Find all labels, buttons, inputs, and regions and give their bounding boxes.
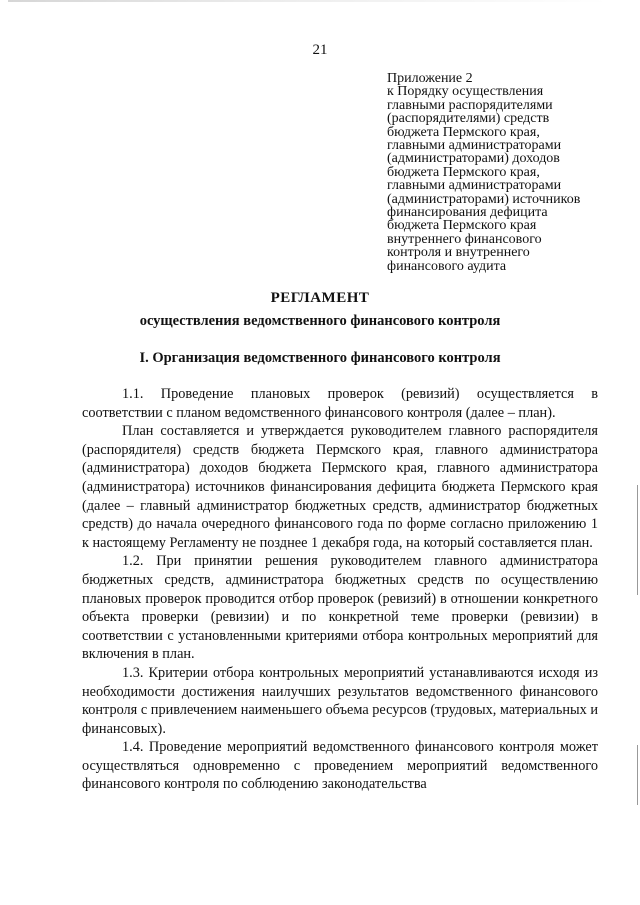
appendix-line: (администраторами) источников — [387, 191, 581, 207]
paragraph-1-1: 1.1. Проведение плановых проверок (ревизий) осуществляется в соответствии с планом ведомственного финансового контроля (далее – план). — [82, 386, 598, 421]
paragraph-1-3: 1.3. Критерии отбора контрольных мероприятий устанавливаются исходя из необходимости достижения наилучших результатов ведомственного финансового контроля с привлечением наименьшего объема ресурсов (трудовых, материальных и финансовых). — [82, 664, 598, 737]
scan-artifact-right-edge — [637, 485, 638, 595]
appendix-line: контроля и внутреннего — [387, 245, 530, 261]
appendix-line: внутреннего финансового — [387, 231, 542, 247]
appendix-line: главными администраторами — [387, 138, 562, 154]
appendix-line: главными распорядителями — [387, 97, 553, 113]
scan-artifact-top-edge — [8, 0, 608, 2]
appendix-line: Приложение 2 — [387, 71, 473, 86]
appendix-line: бюджета Пермского края, — [387, 124, 540, 140]
appendix-line: бюджета Пермского края — [387, 218, 537, 234]
appendix-line: главными администраторами — [387, 178, 562, 194]
document-subtitle: осуществления ведомственного финансового контроля — [139, 313, 501, 329]
appendix-line: (распорядителями) средств — [387, 111, 550, 127]
appendix-line: (администраторами) доходов — [387, 151, 560, 167]
paragraph-1-2: 1.2. При принятии решения руководителем главного администратора бюджетных средств, администратора бюджетных средств по осуществлению плановых проверок проводится отбор проверок (ревизий) в отношении конкретного объекта проверки (ревизии) и по конкретной теме проверки (ревизии) в соответствии с установленными критериями отбора контрольных мероприятий для включения в план. — [82, 553, 598, 663]
appendix-block — [387, 72, 627, 273]
scan-artifact-right-edge — [637, 745, 638, 805]
appendix-line: финансового аудита — [387, 258, 507, 274]
appendix-line: финансирования дефицита — [387, 205, 548, 221]
appendix-line: бюджета Пермского края, — [387, 164, 540, 180]
appendix-line: к Порядку осуществления — [387, 84, 544, 100]
document-title: РЕГЛАМЕНТ — [270, 290, 370, 306]
paragraph-plan: План составляется и утверждается руководителем главного распорядителя (распорядителя) средств бюджета Пермского края, главного администратора (администратора) доходов бюджета Пермского края, главного администратора (администратора) источников финансирования дефицита бюджета Пермского края (далее – главный администратор бюджетных средств, администратор бюджетных средств) до начала очередного финансового года по форме согласно приложению 1 к настоящему Регламенту не позднее 1 декабря года, на который составляется план. — [82, 423, 598, 551]
page-number: 21 — [312, 42, 328, 58]
paragraph-1-4: 1.4. Проведение мероприятий ведомственного финансового контроля может осуществляться одновременно с проведением мероприятий ведомственного финансового контроля по соблюдению законодательства — [82, 739, 598, 793]
section-heading: I. Организация ведомственного финансового контроля — [139, 350, 501, 366]
document-body — [82, 385, 598, 794]
